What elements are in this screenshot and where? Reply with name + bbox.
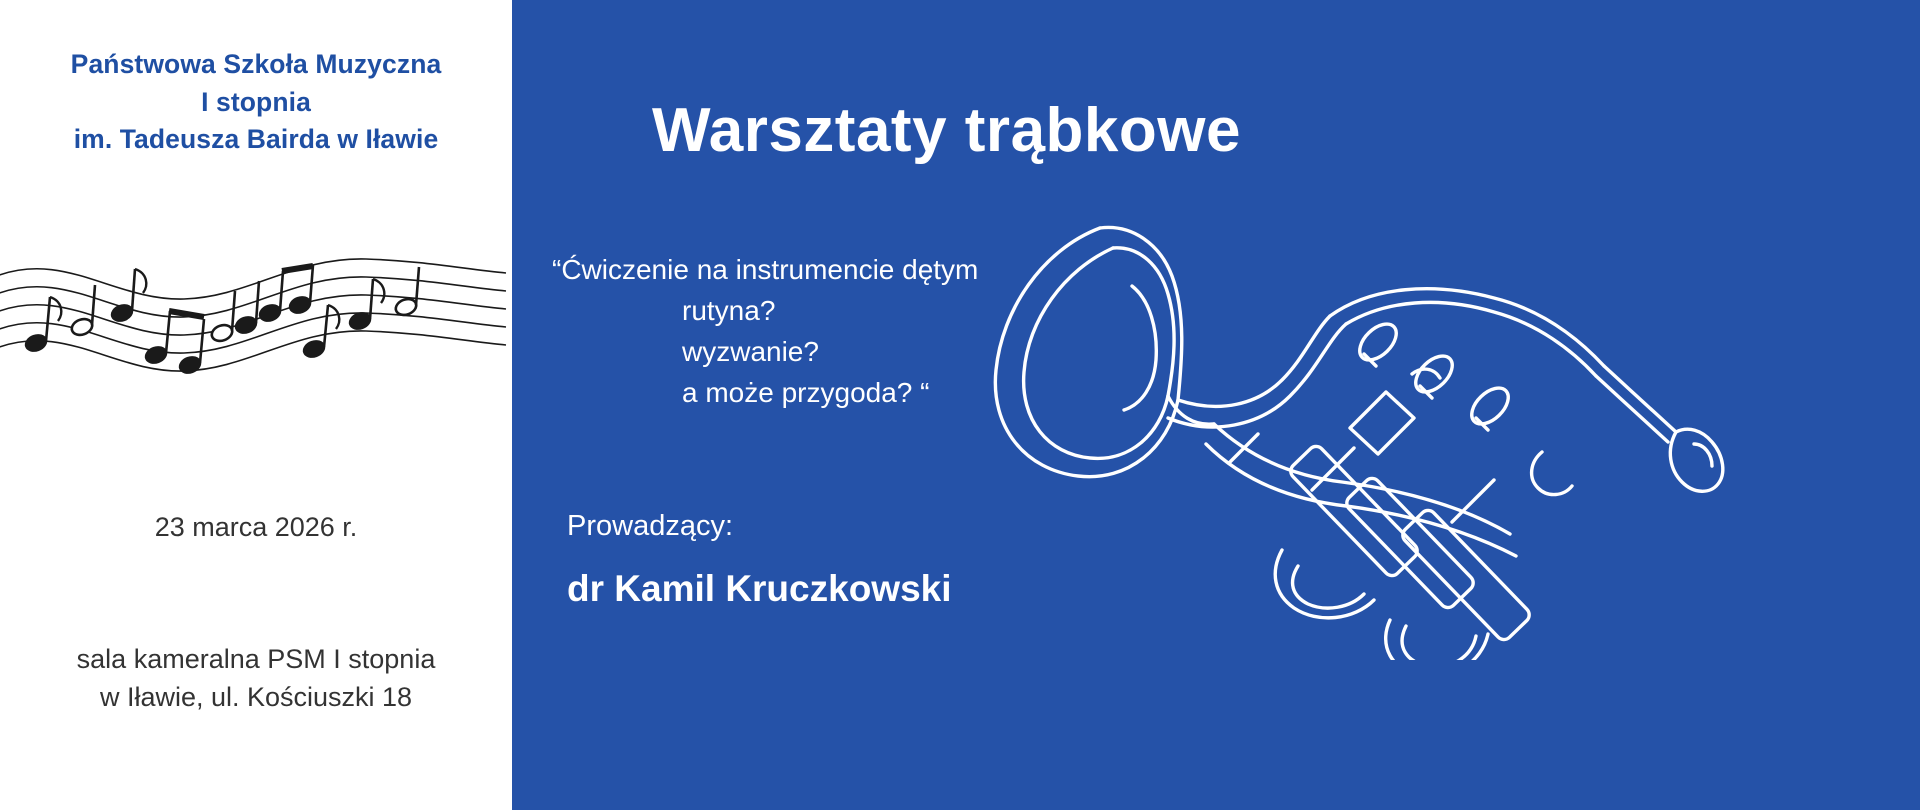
music-staff-notes-icon	[0, 255, 514, 385]
host-name: dr Kamil Kruczkowski	[567, 568, 952, 609]
school-name-line-1: Państwowa Szkoła Muzyczna	[70, 49, 442, 79]
host-label: Prowadzący:	[567, 510, 734, 542]
quote-line-2: rutyna?	[682, 294, 776, 326]
venue-block	[0, 640, 512, 717]
quote-line-3: wyzwanie?	[682, 335, 819, 367]
quote-line-4: a może przygoda? “	[682, 376, 930, 408]
venue-line-2: w Iławie, ul. Kościuszki 18	[99, 682, 413, 713]
school-name-line-2: I stopnia	[201, 86, 311, 117]
event-date: 23 marca 2026 r.	[154, 512, 358, 542]
left-info-panel	[0, 0, 512, 810]
right-blue-panel	[512, 0, 1920, 810]
quote-line-1: “Ćwiczenie na instrumencie dętym	[552, 254, 979, 285]
page-title: Warsztaty trąbkowe	[652, 96, 1241, 165]
venue-line-1: sala kameralna PSM I stopnia	[76, 644, 436, 674]
school-name-line-3: im. Tadeusza Bairda w Iławie	[73, 124, 439, 155]
school-name-block	[0, 46, 512, 159]
trumpet-icon	[982, 190, 1782, 660]
quote-block	[552, 250, 978, 414]
